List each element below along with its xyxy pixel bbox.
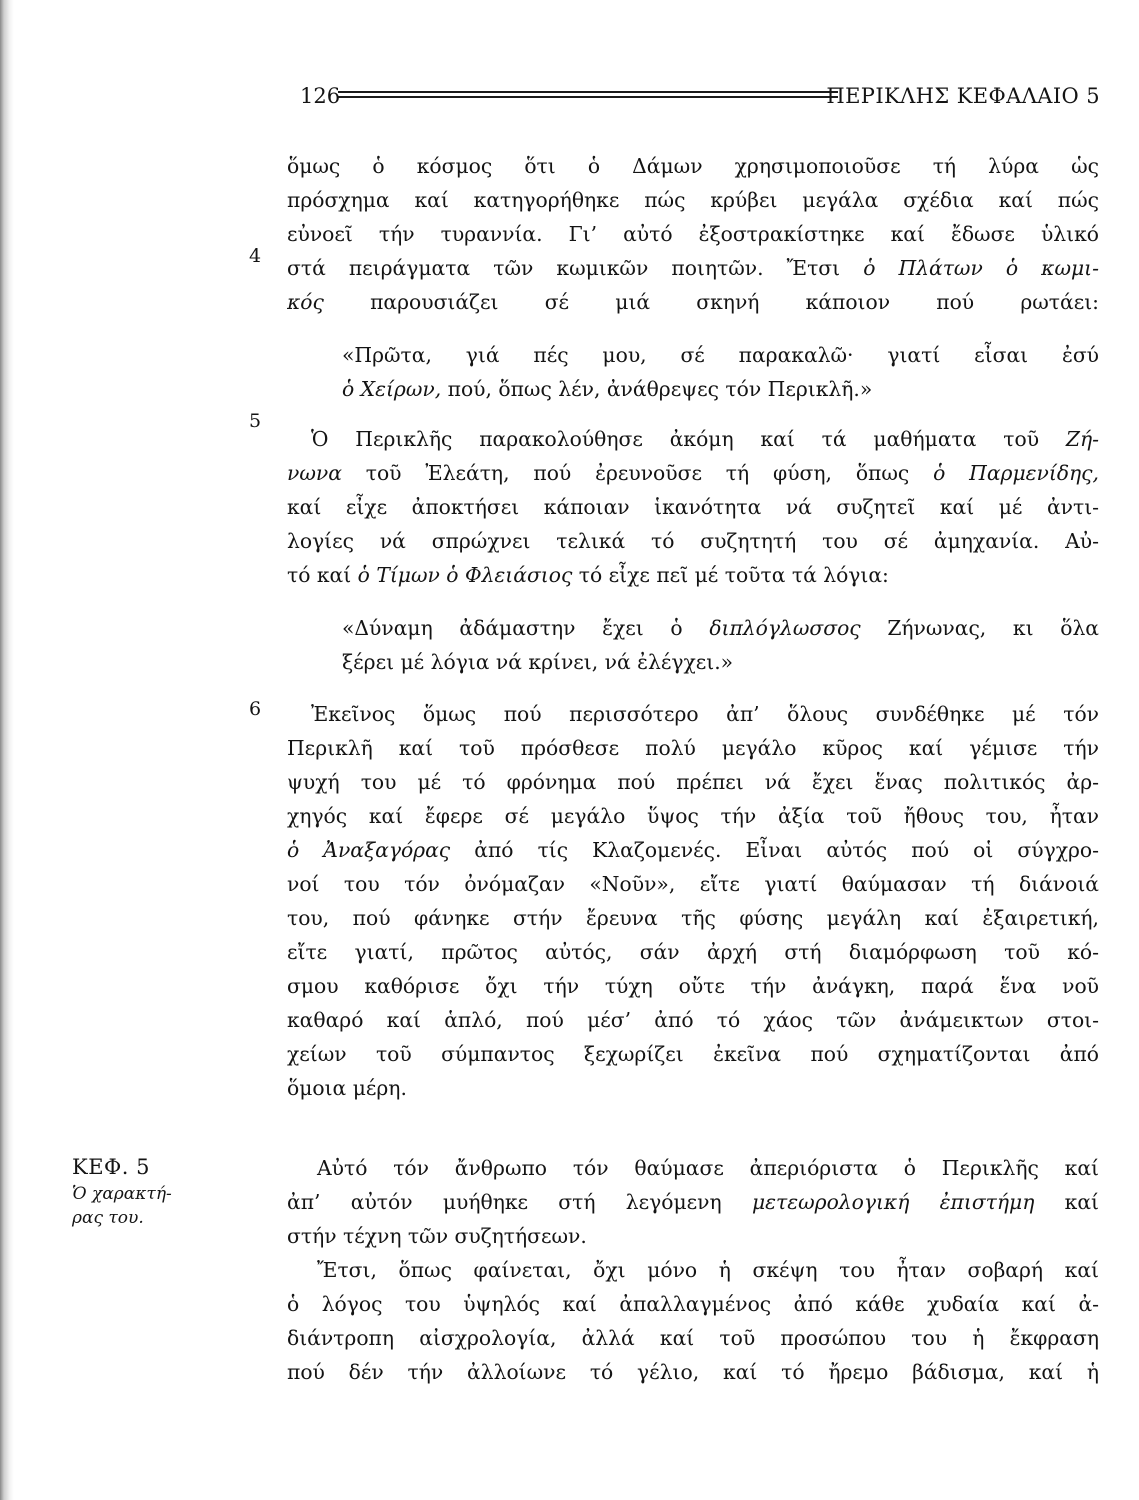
text-line xyxy=(287,1184,1099,1220)
text-line xyxy=(287,421,1099,457)
text-line xyxy=(287,1036,1099,1072)
text-line xyxy=(287,148,1099,184)
text-segment: καί εἶχε ἀποκτήσει κάποιαν ἱκανότητα νά συζητεῖ καί μέ ἀντι- xyxy=(287,495,1099,519)
text-segment: ὅμως ὁ κόσμος ὅτι ὁ Δάμων χρησιμοποιοῦσε τή λύρα ὡς xyxy=(287,154,1099,178)
text-segment: Ἔτσι, ὅπως φαίνεται, ὄχι μόνο ἡ σκέψη του ἦταν σοβαρή καί xyxy=(317,1258,1099,1282)
text-segment: Ζήνωνας, κι ὅλα xyxy=(860,616,1099,640)
text-segment: εὐνοεῖ τήν τυραννία. Γι’ αὐτό ἐξοστρακίστηκε καί ἔδωσε ὑλικό xyxy=(287,222,1099,246)
page-header xyxy=(300,80,1100,114)
text-line xyxy=(287,523,1099,559)
italic-text: κός xyxy=(287,290,324,314)
italic-text: Ζή- xyxy=(1065,427,1099,451)
text-line xyxy=(287,696,1099,732)
text-segment: στά πειράγματα τῶν κωμικῶν ποιητῶν. Ἔτσι xyxy=(287,256,864,280)
text-segment: πού, ὅπως λέν, ἀνάθρεψες τόν Περικλῆ.» xyxy=(441,377,873,401)
text-segment: χηγός καί ἔφερε σέ μεγάλο ὕψος τήν ἀξία τοῦ ἤθους του, ἦταν xyxy=(287,804,1099,828)
text-line xyxy=(287,1286,1099,1322)
page-number: 126 xyxy=(300,84,341,108)
text-segment: ξέρει μέ λόγια νά κρίνει, νά ἐλέγχει.» xyxy=(342,650,734,674)
text-line xyxy=(287,934,1099,970)
text-line xyxy=(342,644,1099,680)
text-line xyxy=(287,557,1099,593)
margin-line-number: 4 xyxy=(248,245,262,267)
text-segment: νοί του τόν ὀνόμαζαν «Νοῦν», εἴτε γιατί θαύμασαν τή διάνοιά xyxy=(287,872,1099,896)
text-segment: σμου καθόρισε ὄχι τήν τύχη οὔτε τήν ἀνάγκη, παρά ἕνα νοῦ xyxy=(287,974,1099,998)
text-line xyxy=(287,216,1099,252)
text-line xyxy=(287,968,1099,1004)
text-line xyxy=(287,1070,1099,1106)
text-segment: Αὐτό τόν ἄνθρωπο τόν θαύμασε ἀπεριόριστα ὁ Περικλῆς καί xyxy=(317,1156,1099,1180)
text-segment: «Πρῶτα, γιά πές μου, σέ παρακαλῶ· γιατί εἶσαι ἐσύ xyxy=(342,343,1099,367)
text-segment: ψυχή του μέ τό φρόνημα πού πρέπει νά ἔχει ἕνας πολιτικός ἀρ- xyxy=(287,770,1099,794)
italic-text: ὁ Παρμενίδης, xyxy=(933,461,1099,485)
text-line xyxy=(287,1218,1099,1254)
text-line xyxy=(287,1150,1099,1186)
italic-text: νωνα xyxy=(287,461,342,485)
text-line xyxy=(287,866,1099,902)
text-line xyxy=(287,1320,1099,1356)
text-segment: παρουσιάζει σέ μιά σκηνή κάποιον πού ρωτάει: xyxy=(323,290,1099,314)
text-segment: καί xyxy=(1034,1190,1099,1214)
italic-text: ὁ Πλάτων ὁ κωμι- xyxy=(863,256,1099,280)
text-segment: τοῦ Ἐλεάτη, πού ἐρευνοῦσε τή φύση, ὅπως xyxy=(341,461,934,485)
italic-text: μετεωρολογική ἐπιστήμη xyxy=(751,1190,1035,1214)
text-segment: του, πού φάνηκε στήν ἔρευνα τῆς φύσης μεγάλη καί ἐξαιρετική, xyxy=(287,906,1099,930)
text-segment: «Δύναμη ἀδάμαστην ἔχει ὁ xyxy=(342,616,710,640)
text-segment: εἴτε γιατί, πρῶτος αὐτός, σάν ἀρχή στή διαμόρφωση τοῦ κό- xyxy=(287,940,1099,964)
text-segment: ἀπ’ αὐτόν μυήθηκε στή λεγόμενη xyxy=(287,1190,752,1214)
text-line xyxy=(287,730,1099,766)
text-segment: ὁ λόγος του ὑψηλός καί ἀπαλλαγμένος ἀπό κάθε χυδαία καί ἀ- xyxy=(287,1292,1099,1316)
text-segment: τό εἶχε πεῖ μέ τοῦτα τά λόγια: xyxy=(572,563,889,587)
margin-line-number: 6 xyxy=(248,698,262,720)
text-line xyxy=(287,1002,1099,1038)
text-segment: Ἐκεῖνος ὅμως πού περισσότερο ἀπ’ ὅλους συνδέθηκε μέ τόν xyxy=(311,702,1099,726)
chapter-subtitle-line-1: Ὁ χαρακτή- xyxy=(72,1184,172,1204)
text-segment: Ὁ Περικλῆς παρακολούθησε ἀκόμη καί τά μαθήματα τοῦ xyxy=(311,427,1066,451)
text-segment: πρόσχημα καί κατηγορήθηκε πώς κρύβει μεγάλα σχέδια καί πώς xyxy=(287,188,1099,212)
text-line xyxy=(287,250,1099,286)
text-segment: καθαρό καί ἁπλό, πού μέσ’ ἀπό τό χάος τῶν ἀνάμεικτων στοι- xyxy=(287,1008,1099,1032)
italic-text: ὁ Χείρων, xyxy=(342,377,442,401)
page-edge-shadow xyxy=(0,0,14,1500)
text-segment: λογίες νά σπρώχνει τελικά τό συζητητή του σέ ἀμηχανία. Αὐ- xyxy=(287,529,1099,553)
text-segment: στήν τέχνη τῶν συζητήσεων. xyxy=(287,1224,587,1248)
text-line xyxy=(287,455,1099,491)
text-segment: ὅμοια μέρη. xyxy=(287,1076,407,1100)
italic-text: ὁ Ἀναξαγόρας xyxy=(287,838,451,862)
text-line xyxy=(287,489,1099,525)
text-segment: χείων τοῦ σύμπαντος ξεχωρίζει ἐκεῖνα πού σχηματίζονται ἀπό xyxy=(287,1042,1099,1066)
chapter-subtitle-line-2: ρας του. xyxy=(72,1208,144,1228)
text-line xyxy=(287,900,1099,936)
text-line xyxy=(287,832,1099,868)
text-segment: ἀπό τίς Κλαζομενές. Εἶναι αὐτός πού οἱ σύγχρο- xyxy=(450,838,1099,862)
text-segment: πού δέν τήν ἀλλοίωνε τό γέλιο, καί τό ἤρεμο βάδισμα, καί ἡ xyxy=(287,1360,1099,1384)
italic-text: ὁ Τίμων ὁ Φλειάσιος xyxy=(357,563,573,587)
text-line xyxy=(342,610,1099,646)
margin-line-number: 5 xyxy=(248,410,262,432)
text-line xyxy=(342,371,1099,407)
chapter-margin-note xyxy=(72,1152,242,1230)
text-segment: Περικλῆ καί τοῦ πρόσθεσε πολύ μεγάλο κῦρος καί γέμισε τήν xyxy=(287,736,1099,760)
text-segment: τό καί xyxy=(287,563,358,587)
text-line xyxy=(287,1354,1099,1390)
text-segment: διάντροπη αἰσχρολογία, ἀλλά καί τοῦ προσώπου του ἡ ἔκφραση xyxy=(287,1326,1099,1350)
text-line xyxy=(287,1252,1099,1288)
italic-text: διπλόγλωσσος xyxy=(709,616,861,640)
chapter-label: ΚΕΦ. 5 xyxy=(72,1155,150,1179)
text-line xyxy=(287,798,1099,834)
text-line xyxy=(287,764,1099,800)
text-line xyxy=(342,337,1099,373)
text-line xyxy=(287,182,1099,218)
text-line xyxy=(287,284,1099,320)
running-title: ΠΕΡΙΚΛΗΣ ΚΕΦΑΛΑΙΟ 5 xyxy=(826,84,1100,108)
header-rule xyxy=(338,91,838,98)
